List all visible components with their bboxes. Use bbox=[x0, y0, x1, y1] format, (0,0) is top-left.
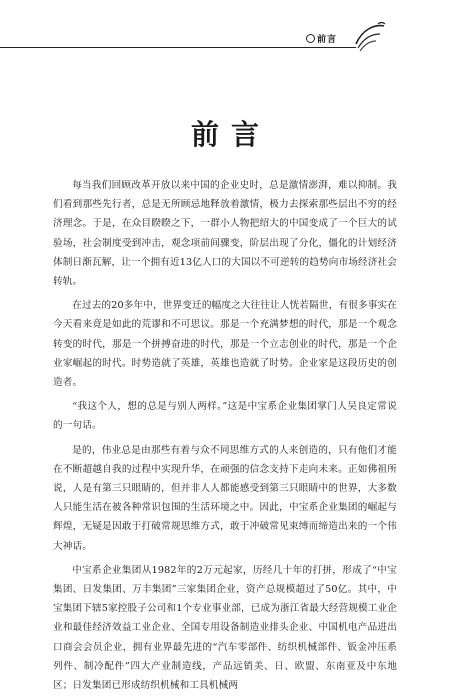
running-title-text: 前言 bbox=[317, 35, 338, 45]
running-header bbox=[0, 34, 380, 48]
running-title bbox=[306, 34, 337, 46]
page-title: 前言 bbox=[190, 118, 271, 151]
paragraph: 每当我们回顾改革开放以来中国的企业史时，总是激情澎湃，难以抑制。我们看到那些先行者，总是无所顾忌地释放着激情，极力去探索那些层出不穷的经济理念。于是，在众目睽睽之下，一群小人物把绍大的中国变成了一个巨大的试验场，社会制度受到冲击，观念项前间骤变，阶层出现了分化，僵化的计划经济体制日渐瓦解，让一个拥有近13亿人口的大国以不可逆转的趋势向市场经济社会转轨。 bbox=[53, 180, 397, 288]
paragraph: 是的，伟业总是由那些有着与众不同思维方式的人来创造的，只有他们才能在不断超越自我的过程中实现升华，在顽强的信念支持下走向未来。正如佛祖所说，人是有第三只眼睛的，但并非人人都能感受到第三只眼睛中的世界，大多数人只能生活在被各种常识包围的生活环境之中。因此，中宝系企业集团的崛起与辉煌，无疑是因敢于打破常规思维方式，敢于冲破常见束缚而缔造出来的一个伟大神话。 bbox=[53, 444, 397, 552]
decorative-swirl-icon bbox=[352, 20, 386, 54]
paragraph: 在过去的20多年中，世界变迁的幅度之大往往让人恍若隔世，有很多事实在今天看来竟是如此的荒谬和不可思议。那是一个充满梦想的时代，那是一个观念转变的时代，那是一个拼搏奋进的时代，那是一个立志创业的时代，那是一个企业家崛起的时代。时势造就了英雄，英雄也造就了时势。企业家是这段历史的创造者。 bbox=[53, 300, 397, 389]
body-text bbox=[53, 176, 397, 700]
circle-bullet-icon bbox=[306, 34, 315, 43]
header-rule bbox=[0, 47, 356, 48]
paragraph: 中宝系企业集团从1982年的2万元起家，历经几十年的打拼，形成了“中宝集团、日发集团、万丰集团”三家集团企业，资产总规模超过了50亿。其中，中宝集团下辖5家控股子公司和1个专业事业部，已成为浙江省最大经营规模工业企业和最佳经济效益工业企业、全国专用设备制造业排头企业、中国机电产品进出口商会会员企业，拥有业界最先进的“汽车零部件、纺织机械部件、钣金冲压系列件、制冷配件”四大产业制造线，产品远销美、日、欧盟、东南亚及中东地区；日发集团已形成纺织机械和工具机械两 bbox=[53, 564, 397, 692]
paragraph: “我这个人，想的总是与别人两样。”这是中宝系企业集团掌门人吴良定常说的一句话。 bbox=[53, 401, 397, 432]
